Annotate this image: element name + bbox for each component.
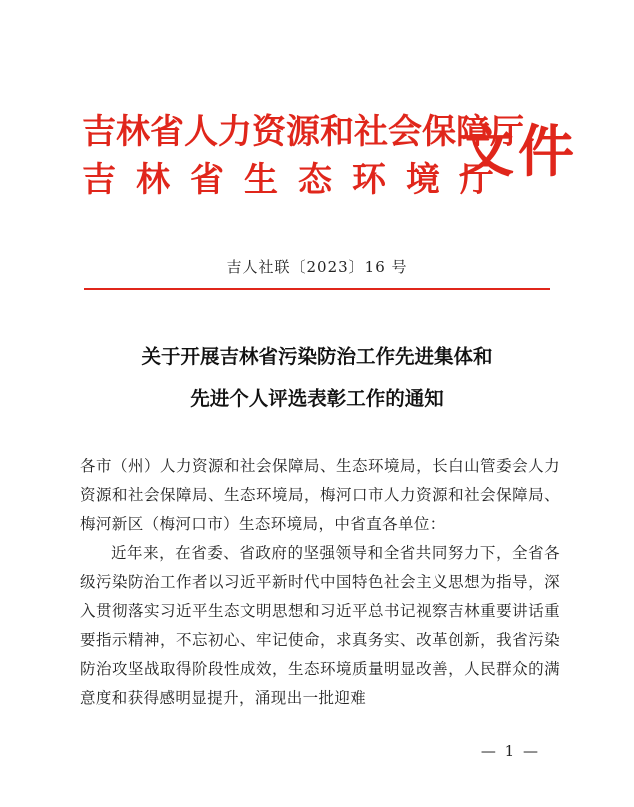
page-number: — 1 — [480,742,540,760]
document-kind-label: 文件 [458,119,578,185]
title-line-2: 先进个人评选表彰工作的通知 [190,387,444,410]
salutation-paragraph: 各市（州）人力资源和社会保障局、生态环境局，长白山管委会人力资源和社会保障局、生态环境局，梅河口市人力资源和社会保障局、梅河新区（梅河口市）生态环境局，中省直各单位： [80,457,560,533]
document-title [0,336,634,420]
issuer-hrss: 吉林省人力资源和社会保障厅 [82,112,524,152]
body-paragraph: 近年来，在省委、省政府的坚强领导和全省共同努力下，全省各级污染防治工作者以习近平新时代中国特色社会主义思想为指导，深入贯彻落实习近平生态文明思想和习近平总书记视察吉林重要讲话重要指示精神，不忘初心、牢记使命，求真务实、改革创新，我省污染防治攻坚战取得阶段性成效，生态环境质量明显改善，人民群众的满意度和获得感明显提升，涌现出一批迎难 [80,544,560,707]
document-number: 吉人社联〔2023〕16 号 [226,258,408,276]
issuer-ecology: 吉林省生态环境厅 [82,160,514,200]
title-line-1: 关于开展吉林省污染防治工作先进集体和 [141,345,493,368]
red-divider-line [84,288,550,290]
document-body [80,452,560,713]
